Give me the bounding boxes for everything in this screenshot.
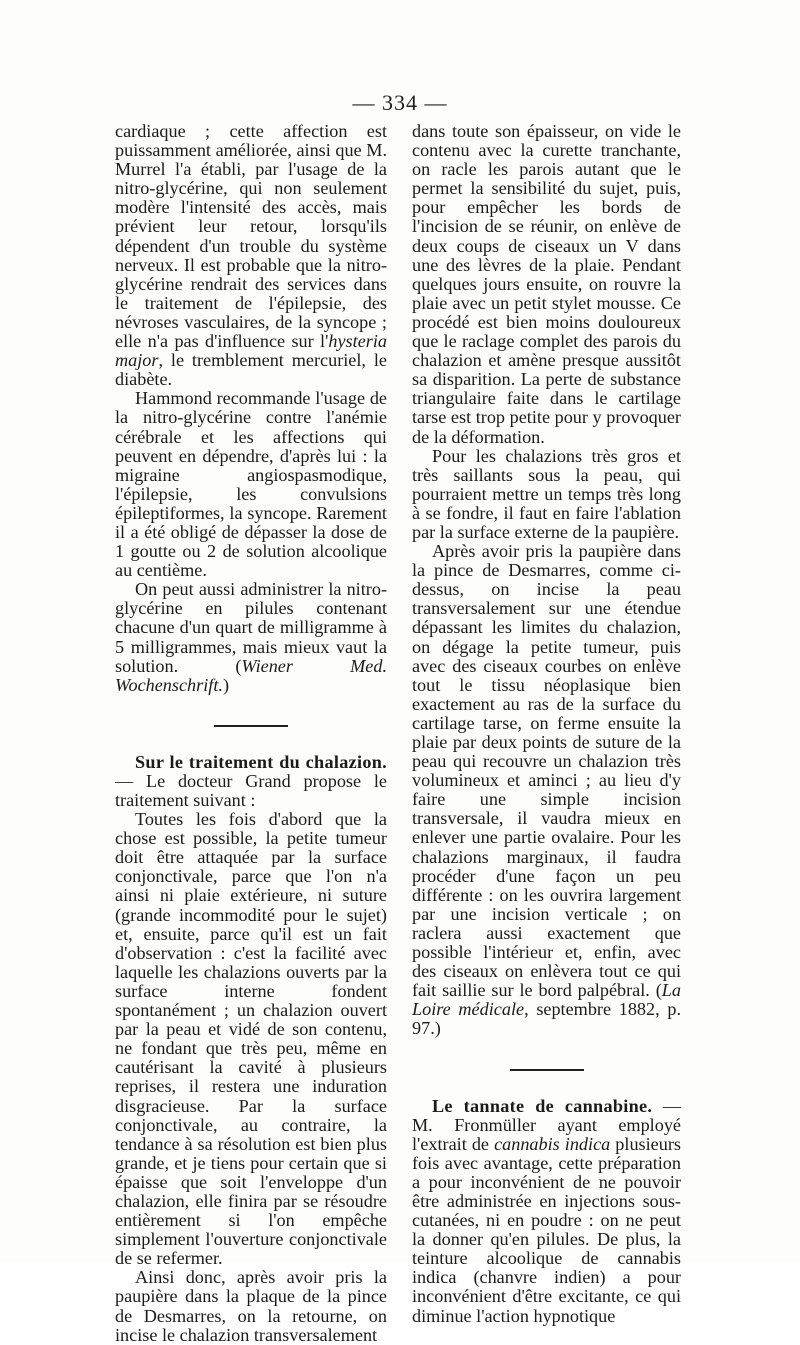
section-divider xyxy=(510,1069,584,1071)
text: ) xyxy=(222,674,229,695)
section-title: Sur le traitement du chalazion. xyxy=(135,751,387,772)
paragraph xyxy=(115,1268,387,1344)
text: Ainsi donc, après avoir pris la paupière dans la plaque de la pince de Desmarres, on la retourne, on incise le chalazion transversalement xyxy=(115,1267,387,1345)
paragraph xyxy=(412,122,681,447)
paragraph xyxy=(115,580,387,695)
italic-term: cannabis indica xyxy=(494,1133,611,1154)
text: — M. Fronmüller ayant employé l'extrait de xyxy=(412,1095,682,1154)
text: Pour les chalazions très gros et très saillants sous la peau, qui pourraient mettre un temps très long à se fondre, il faut en faire l'ablation par la surface externe de la paupière. xyxy=(412,445,681,542)
left-column xyxy=(115,122,387,1345)
italic-term: hysteria major xyxy=(115,331,387,371)
source-citation: Wiener Med. Wochenschrift. xyxy=(115,655,387,695)
text: plusieurs fois avec avantage, cette préparation a pour inconvénient de ne pouvoir être administrée en injections sous-cutanées, ni en poudre : on ne peut la donner qu'en pilules. De plus, la teinture alcoolique de cannabis indica (chanvre indien) a pour inconvénient d'être excitante, ce qui diminue l'action hypnotique xyxy=(412,1133,681,1326)
text: Toutes les fois d'abord que la chose est possible, la petite tumeur doit être attaquée par la surface conjonctivale, parce que l'on n'a ainsi ni plaie extérieure, ni suture (grande incommodité pour le sujet) et, ensuite, parce qu'il est un fait d'observation : c'est la facilité avec laquelle les chalazions ouverts par la surface interne fondent spontanément ; un chalazion ouvert par la peau et vidé de son contenu, ne fondant que très peu, même en cautérisant la cavité à plusieurs reprises, il restera une induration disgracieuse. Par la surface conjonctivale, au contraire, la tendance à sa résolution est bien plus grande, et je tiens pour certain que si épaisse que soit l'enveloppe d'un chalazion, elle finira par se résoudre entièrement si l'on empêche simplement l'ouverture conjonctivale de se refermer. xyxy=(115,809,387,1269)
paragraph xyxy=(412,447,681,542)
paragraph xyxy=(115,810,387,1268)
right-column xyxy=(412,122,681,1326)
section-heading-paragraph xyxy=(115,753,387,810)
page-number: — 334 — xyxy=(352,90,448,115)
section-heading-paragraph xyxy=(412,1097,681,1326)
text: Hammond recommande l'usage de la nitro-glycérine contre l'anémie cérébrale et les affections qui peuvent en dépendre, d'après lui : la migraine angiospasmodique, l'épilepsie, les convulsions épileptiformes, la syncope. Rarement il a été obligé de dépasser la dose de 1 goutte ou 2 de solution alcoolique au centième. xyxy=(115,388,387,581)
text: Après avoir pris la paupière dans la pince de Desmarres, comme ci-dessus, on incise la peau transversalement sur une étendue dépassant les limites du chalazion, on dégage la petite tumeur, puis avec des ciseaux courbes on enlève tout le tissu néoplasique bien exactement au ras de la surface du cartilage tarse, on ferme ensuite la plaie par deux points de suture de la peau qui recouvre un chalazion très volumineux et aminci ; au lieu d'y faire une simple incision transversale, il vaudra mieux en enlever une partie ovalaire. Pour les chalazions marginaux, il faudra procéder d'une façon un peu différente : on les ouvrira largement par une incision verticale ; on raclera aussi exactement que possible l'intérieur et, enfin, avec des ciseaux on enlèvera tout ce qui fait saillie sur le bord palpébral. ( xyxy=(412,541,681,1001)
paragraph xyxy=(115,389,387,580)
paragraph xyxy=(115,122,387,389)
text: , septembre 1882, p. 97.) xyxy=(412,999,681,1039)
source-citation: La Loire médicale xyxy=(412,980,681,1020)
text: , le tremblement mercuriel, le diabète. xyxy=(115,350,387,390)
section-title: Le tannate de cannabine. xyxy=(432,1095,653,1116)
text: On peut aussi administrer la nitro-glycérine en pilules contenant chacune d'un quart de milligramme à 5 milligrammes, mais mieux vaut la solution. ( xyxy=(115,579,387,676)
text: — Le docteur Grand propose le traitement suivant : xyxy=(115,770,387,810)
paragraph xyxy=(412,542,681,1038)
section-divider xyxy=(214,725,288,727)
text: cardiaque ; cette affection est puissamment améliorée, ainsi que M. Murrel l'a établi, par l'usage de la nitro-glycérine, qui non seulement modère l'intensité des accès, mais prévient leur retour, lorsqu'ils dépendent d'un trouble du système nerveux. Il est probable que la nitro-glycérine rendrait des services dans le traitement de l'épilepsie, des névroses vasculaires, de la syncope ; elle n'a pas d'influence sur l' xyxy=(115,121,387,352)
text: dans toute son épaisseur, on vide le contenu avec la curette tranchante, on racle les parois autant que le permet la sensibilité du sujet, puis, pour empêcher les bords de l'incision de se réunir, on enlève de deux coups de ciseaux un V dans une des lèvres de la plaie. Pendant quelques jours ensuite, on rouvre la plaie avec un petit stylet mousse. Ce procédé est bien moins douloureux que le raclage complet des parois du chalazion et amène presque aussitôt sa disparition. La perte de substance triangulaire faite dans le cartilage tarse est trop petite pour y provoquer de la déformation. xyxy=(412,121,681,447)
